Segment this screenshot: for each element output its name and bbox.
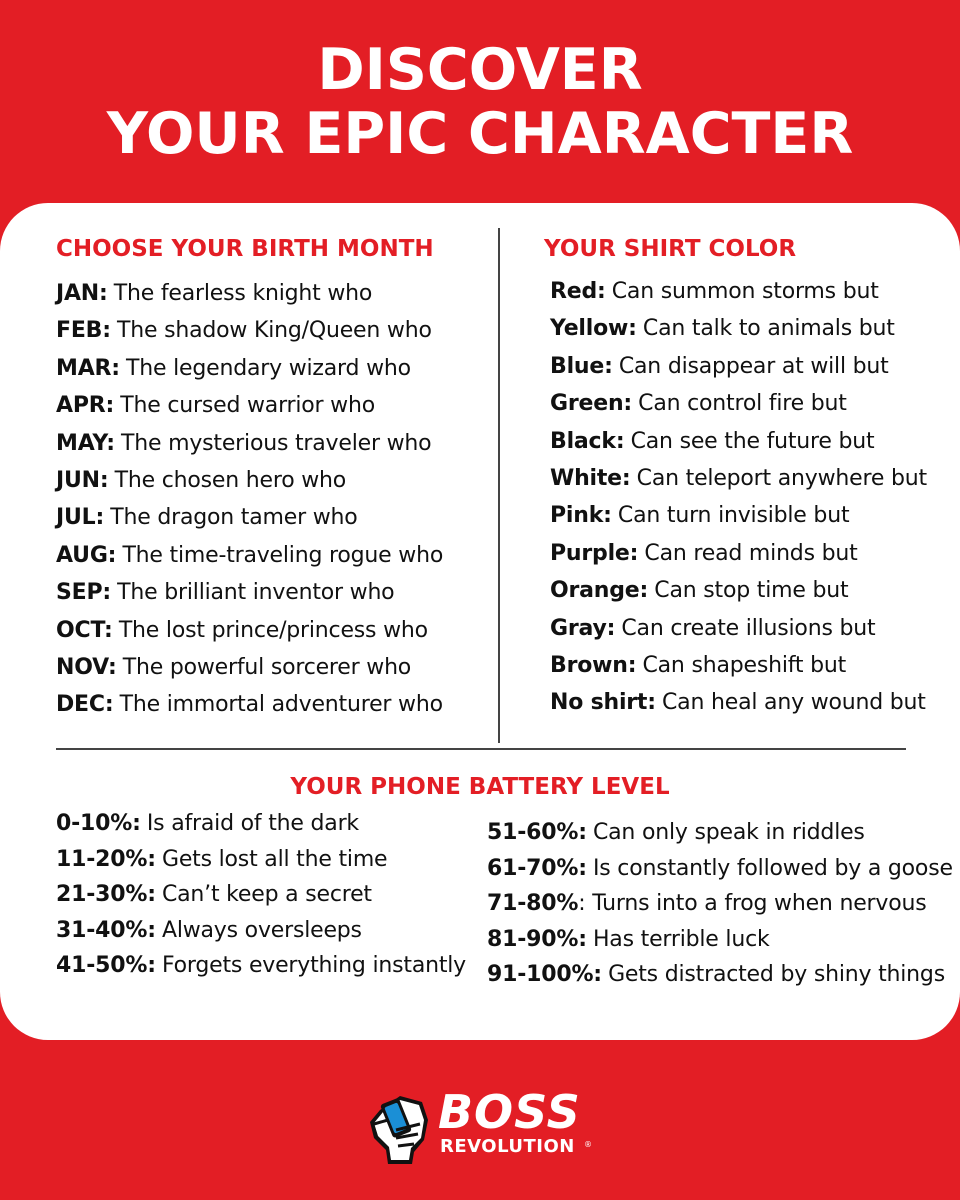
birth-month-item-text: The shadow King/Queen who xyxy=(116,318,432,344)
birth-month-item-key: JUN: xyxy=(56,467,109,493)
birth-month-item-text: The legendary wizard who xyxy=(126,355,411,381)
birth-month-item xyxy=(56,275,443,312)
battery-item xyxy=(56,913,466,949)
birth-month-item-key: APR: xyxy=(56,393,115,419)
battery-item xyxy=(487,886,953,922)
title-line-2: YOUR EPIC CHARACTER xyxy=(106,101,854,167)
shirt-color-list xyxy=(550,273,927,722)
battery-item-text: Can’t keep a secret xyxy=(161,882,372,908)
birth-month-item xyxy=(56,312,443,349)
birth-month-item xyxy=(56,649,443,686)
section-divider xyxy=(56,748,906,750)
shirt-color-item-key: Green: xyxy=(550,391,633,417)
birth-month-item-text: The lost prince/princess who xyxy=(118,617,428,643)
fist-holding-phone-icon xyxy=(366,1090,436,1166)
logo-word-revolution: REVOLUTION xyxy=(440,1136,575,1157)
shirt-color-item-text: Can read minds but xyxy=(644,540,858,566)
title-line-1: DISCOVER xyxy=(317,37,643,103)
battery-item xyxy=(487,815,953,851)
battery-item-key: 71-80% xyxy=(487,891,579,917)
birth-month-item-text: The mysterious traveler who xyxy=(121,430,432,456)
shirt-color-item-key: Gray: xyxy=(550,615,616,641)
shirt-color-item-text: Can turn invisible but xyxy=(617,503,850,529)
battery-item-text: Always oversleeps xyxy=(161,917,362,943)
battery-item-text: Has terrible luck xyxy=(592,926,770,952)
shirt-color-item xyxy=(550,647,927,684)
boss-revolution-logo xyxy=(366,1085,606,1166)
battery-item-text: Gets distracted by shiny things xyxy=(608,962,945,988)
column-divider xyxy=(498,228,500,743)
shirt-color-item xyxy=(550,348,927,385)
birth-month-item-text: The chosen hero who xyxy=(114,467,347,493)
birth-month-item-text: The dragon tamer who xyxy=(110,505,358,531)
battery-item-text: Gets lost all the time xyxy=(161,846,388,872)
registered-mark: ® xyxy=(584,1140,592,1149)
shirt-color-item-key: Blue: xyxy=(550,353,613,379)
birth-month-item-key: JAN: xyxy=(56,281,108,306)
birth-month-item xyxy=(56,612,443,649)
birth-month-item-key: DEC: xyxy=(56,692,114,718)
shirt-color-item xyxy=(550,423,927,460)
birth-month-item-text: The immortal adventurer who xyxy=(119,692,443,718)
birth-month-item-key: SEP: xyxy=(56,580,111,606)
shirt-color-item-text: Can summon storms but xyxy=(611,279,879,304)
birth-month-item xyxy=(56,387,443,424)
battery-item-key: 11-20%: xyxy=(56,846,156,872)
battery-item xyxy=(56,806,466,842)
birth-month-item-key: NOV: xyxy=(56,654,117,680)
shirt-color-item-key: Yellow: xyxy=(550,316,637,342)
logo-word-boss: BOSS xyxy=(438,1085,581,1139)
battery-item xyxy=(56,877,466,913)
battery-item-text: Is afraid of the dark xyxy=(146,811,359,836)
shirt-color-item-text: Can create illusions but xyxy=(621,615,876,641)
shirt-color-item xyxy=(550,684,927,721)
birth-month-heading: CHOOSE YOUR BIRTH MONTH xyxy=(56,236,434,262)
shirt-color-item xyxy=(550,535,927,572)
shirt-color-item xyxy=(550,460,927,497)
shirt-color-item-key: Orange: xyxy=(550,578,649,604)
birth-month-item xyxy=(56,686,443,723)
battery-item-text: Is constantly followed by a goose xyxy=(592,855,953,881)
battery-item-text: Can only speak in riddles xyxy=(592,820,865,845)
birth-month-list xyxy=(56,275,443,724)
shirt-color-item xyxy=(550,310,927,347)
birth-month-item-text: The powerful sorcerer who xyxy=(122,654,412,680)
battery-item-key: 51-60%: xyxy=(487,820,587,845)
birth-month-item-key: MAY: xyxy=(56,430,115,456)
birth-month-item xyxy=(56,462,443,499)
birth-month-item-key: OCT: xyxy=(56,617,113,643)
shirt-color-item-key: Red: xyxy=(550,279,606,304)
shirt-color-item-key: Brown: xyxy=(550,652,637,678)
battery-heading: YOUR PHONE BATTERY LEVEL xyxy=(290,774,670,800)
shirt-color-heading: YOUR SHIRT COLOR xyxy=(544,236,797,262)
shirt-color-item-text: Can talk to animals but xyxy=(642,316,895,342)
shirt-color-item-key: Purple: xyxy=(550,540,639,566)
battery-item-key: 91-100%: xyxy=(487,962,602,988)
shirt-color-item-text: Can disappear at will but xyxy=(618,353,889,379)
battery-item-key: 61-70%: xyxy=(487,855,587,881)
shirt-color-item xyxy=(550,385,927,422)
shirt-color-item-key: No shirt: xyxy=(550,690,656,716)
birth-month-item xyxy=(56,425,443,462)
battery-item xyxy=(487,957,953,993)
battery-list-left xyxy=(56,806,466,984)
shirt-color-item-text: Can see the future but xyxy=(630,428,875,454)
shirt-color-item-key: Black: xyxy=(550,428,625,454)
shirt-color-item xyxy=(550,610,927,647)
birth-month-item xyxy=(56,499,443,536)
shirt-color-item-text: Can heal any wound but xyxy=(662,690,926,716)
battery-item-key: 0-10%: xyxy=(56,811,141,836)
shirt-color-item-key: Pink: xyxy=(550,503,612,529)
battery-item xyxy=(487,922,953,958)
battery-item xyxy=(56,948,466,984)
shirt-color-item xyxy=(550,497,927,534)
battery-item xyxy=(487,851,953,887)
shirt-color-item-text: Can control fire but xyxy=(638,391,847,417)
battery-item-key: 41-50%: xyxy=(56,953,156,979)
page-title xyxy=(0,38,960,166)
birth-month-item-text: The cursed warrior who xyxy=(120,393,375,419)
birth-month-item-text: The time-traveling rogue who xyxy=(122,542,444,568)
birth-month-item xyxy=(56,537,443,574)
battery-item xyxy=(56,842,466,878)
shirt-color-item xyxy=(550,572,927,609)
birth-month-item-text: The fearless knight who xyxy=(113,281,373,306)
battery-item-key: 81-90%: xyxy=(487,926,587,952)
battery-item-text: : Turns into a frog when nervous xyxy=(578,891,927,917)
battery-item-key: 31-40%: xyxy=(56,917,156,943)
battery-item-text: Forgets everything instantly xyxy=(161,953,467,979)
shirt-color-item-text: Can teleport anywhere but xyxy=(636,465,927,491)
shirt-color-item-key: White: xyxy=(550,465,631,491)
birth-month-item xyxy=(56,350,443,387)
battery-item-key: 21-30%: xyxy=(56,882,156,908)
battery-list-right xyxy=(487,815,953,993)
shirt-color-item-text: Can stop time but xyxy=(654,578,849,604)
birth-month-item-key: MAR: xyxy=(56,355,120,381)
shirt-color-item xyxy=(550,273,927,310)
birth-month-item-key: FEB: xyxy=(56,318,111,344)
birth-month-item-key: JUL: xyxy=(56,505,105,531)
birth-month-item-text: The brilliant inventor who xyxy=(117,580,395,606)
shirt-color-item-text: Can shapeshift but xyxy=(642,652,847,678)
birth-month-item-key: AUG: xyxy=(56,542,117,568)
birth-month-item xyxy=(56,574,443,611)
